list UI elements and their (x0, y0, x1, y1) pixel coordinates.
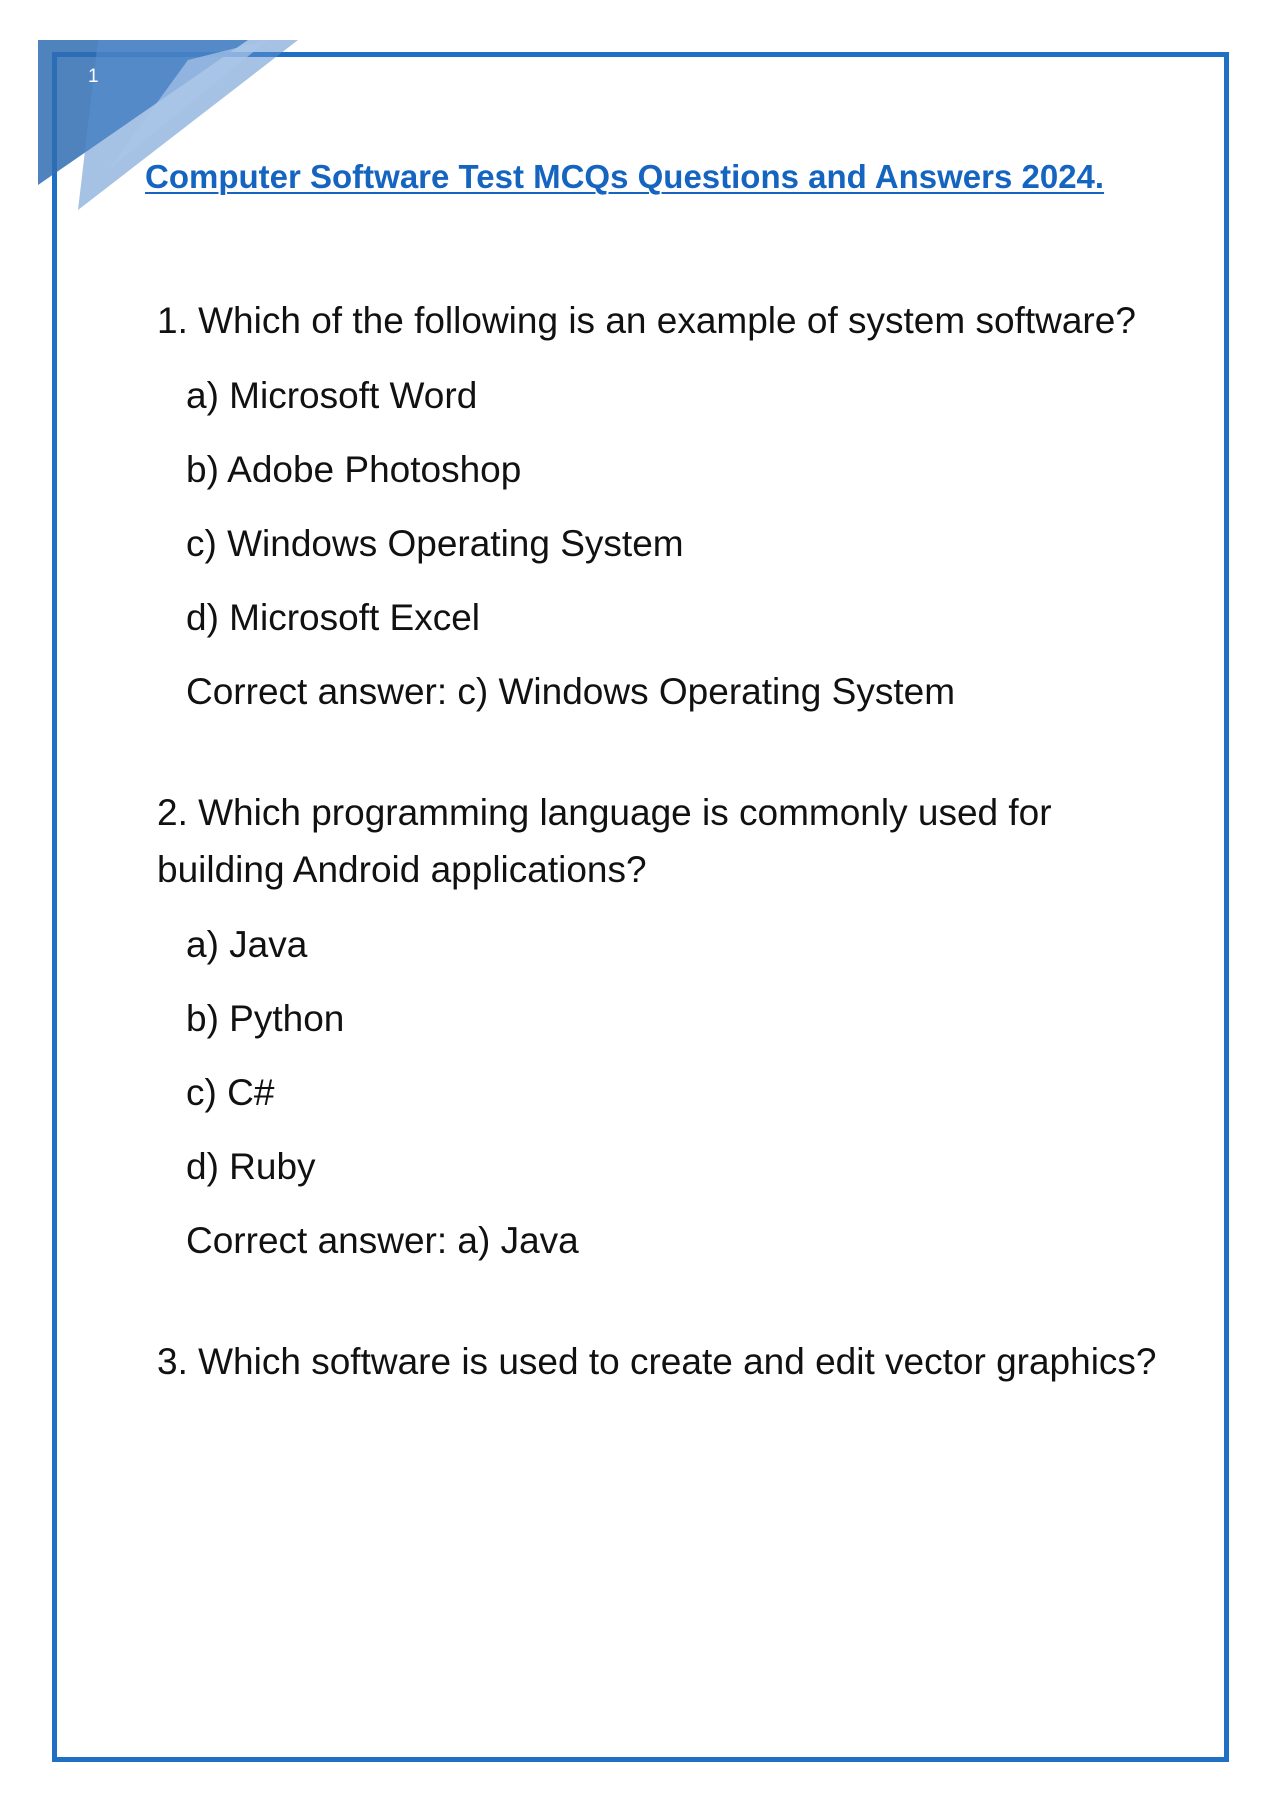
option-a: a) Java (186, 924, 308, 965)
option-list (157, 367, 1167, 646)
question-3 (157, 1333, 1167, 1390)
question-1 (157, 292, 1167, 720)
question-2 (157, 784, 1167, 1269)
option-c: c) Windows Operating System (186, 523, 684, 564)
option-list (157, 916, 1167, 1195)
question-text: 2. Which programming language is commonly used for building Android applications? (157, 792, 1052, 890)
page-number: 1 (88, 66, 99, 87)
option-c: c) C# (186, 1072, 275, 1113)
option-b: b) Adobe Photoshop (186, 449, 522, 490)
question-list (157, 292, 1167, 1454)
correct-answer: Correct answer: c) Windows Operating System (186, 671, 956, 712)
option-d: d) Ruby (186, 1146, 316, 1187)
document-title: Computer Software Test MCQs Questions and Answers 2024. (145, 158, 1105, 195)
option-d: d) Microsoft Excel (186, 597, 481, 638)
question-text: 1. Which of the following is an example of system software? (157, 300, 1136, 341)
option-b: b) Python (186, 998, 345, 1039)
question-text: 3. Which software is used to create and edit vector graphics? (157, 1341, 1157, 1382)
correct-answer: Correct answer: a) Java (186, 1220, 579, 1261)
option-a: a) Microsoft Word (186, 375, 478, 416)
